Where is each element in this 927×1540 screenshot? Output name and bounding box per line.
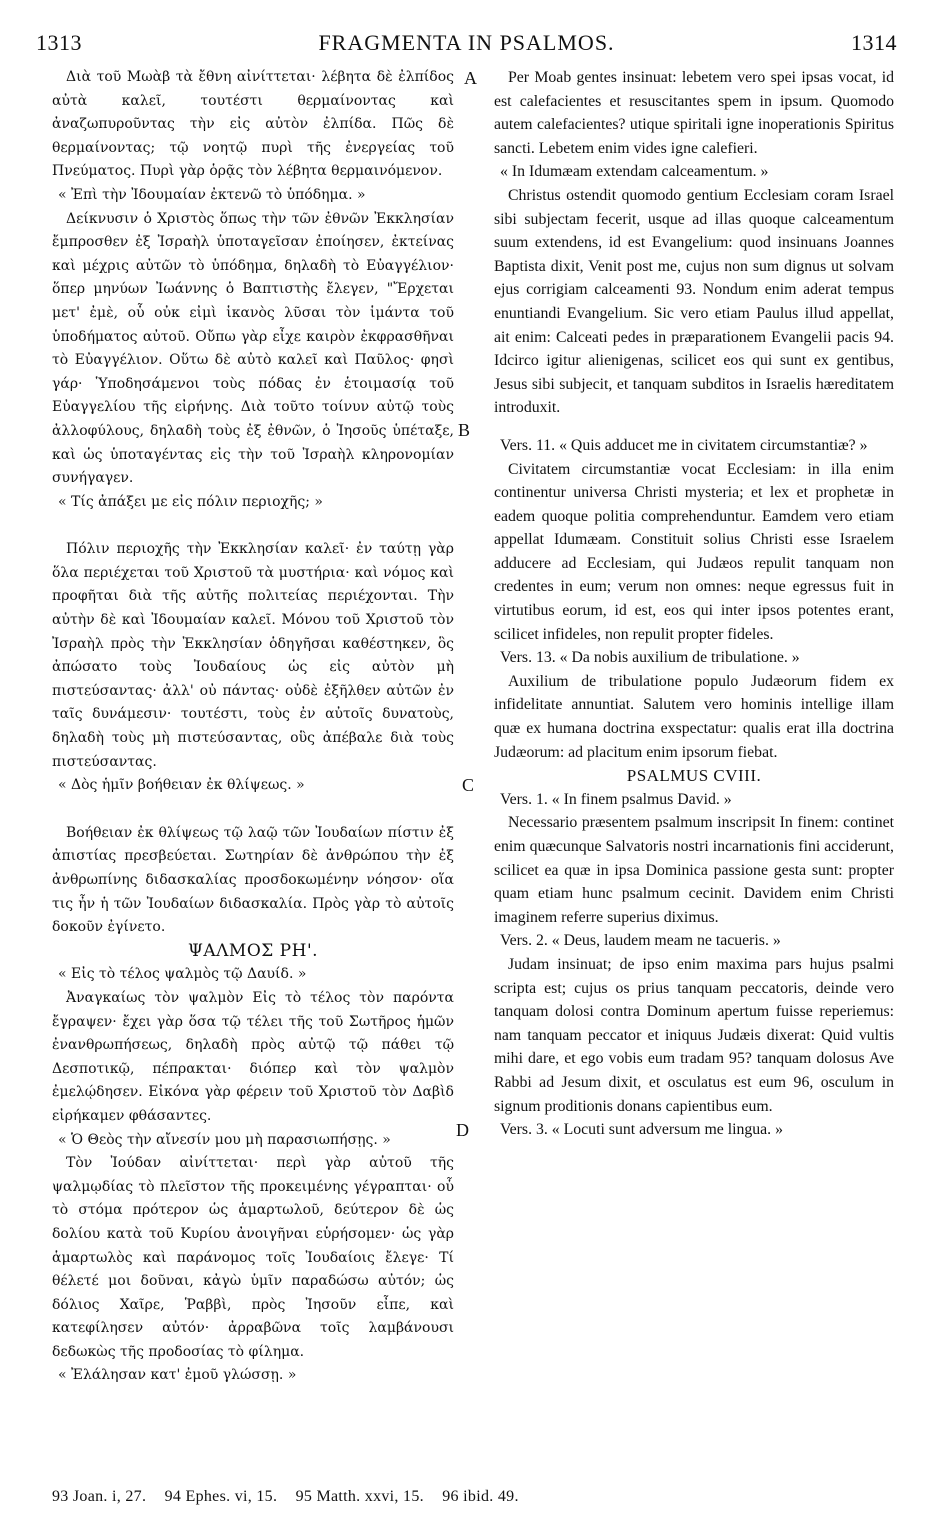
margin-marker-b: B (458, 420, 471, 440)
latin-verse: Vers. 3. « Locuti sunt adversum me lingua. » (500, 1121, 783, 1139)
latin-verse: Vers. 13. « Da nobis auxilium de tribulatione. » (500, 649, 800, 667)
greek-verse: « Δὸς ἡμῖν βοήθειαν ἐκ θλίψεως. » (58, 777, 305, 794)
greek-verse: « Ὁ Θεὸς τὴν αἴνεσίν μου μὴ παρασιωπήσῃς. » (58, 1131, 391, 1148)
latin-paragraph: Auxilium de tribulatione populo Judæorum fidem ex infidelitate annuntiat. Salutem vero hominis intellige illam quæ ex humana doctrina exspectatur: qualis erat illa doctrina Judæorum: ad placitum enim ipsorum fiebat. (494, 672, 894, 761)
page-number-right: 1314 (851, 30, 897, 55)
latin-verse: Vers. 1. « In finem psalmus David. » (500, 790, 732, 808)
margin-marker-a: A (464, 68, 477, 88)
greek-paragraph: Δείκνυσιν ὁ Χριστὸς ὅπως τὴν τῶν ἐθνῶν Ἐκκλησίαν ἔμπροσθεν ἐξ Ἰσραὴλ ὑποταγεῖσαν ἐποίησεν, ἐκτείνας καὶ μέχρις αὐτῶν τὸ ὑπόδημα, δηλαδὴ τὸ Εὐαγγέλιον· ὅπερ μηνύων Ἰωάννης ὁ Βαπτιστὴς ἔλεγεν, "Ἔρχεται μετ' ἐμὲ, οὗ οὐκ εἰμὶ ἱκανὸς λῦσαι τὸν ἱμάντα τοῦ ὑποδήματος αὐτοῦ. Οὔπω γὰρ εἶχε καιρὸν ἐκφρασθῆναι τὸ Εὐαγγέλιον. Οὕτω δὲ αὐτὸ καλεῖ καὶ Παῦλος· φησὶ γάρ· Ὑποδησάμενοι τοὺς πόδας ἐν ἑτοιμασίᾳ τοῦ Εὐαγγελίου τῆς εἰρήνης. Διὰ τοῦτο τοίνυν αὐτῷ τοὺς ἀλλοφύλους, δηλαδὴ τοὺς ἐξ ἐθνῶν, ὁ Ἰησοῦς ὑπέταξε, καὶ ὡς ὑποταγέντας εἰς τὴν τοῦ Ἰσραὴλ κληρονομίαν συνήγαγεν. (52, 210, 454, 487)
latin-paragraph: Civitatem circumstantiæ vocat Ecclesiam: in illa enim continentur universa Christi mysteria; et lex et prophetæ in eadem quoque politia comprehenduntur. Eamdem vero etiam appellat Idumæam. Constituit solius Christi esse Israelem adducere ad Ecclesiam, qui Judæos repulit tanquam non credentes in eum; verum non omnes: neque egressus fuit in virtutibus eorum, id est, eos qui inter ipsos potentes erant, scilicet infideles, non repulit propter fideles. (494, 460, 894, 643)
page-header (36, 30, 897, 58)
footnote: 93 Joan. i, 27. (52, 1488, 147, 1505)
greek-verse: « Ἐλάλησαν κατ' ἐμοῦ γλώσσῃ. » (58, 1367, 297, 1384)
latin-paragraph: Necessario præsentem psalmum inscripsit In finem: continet enim quæcunque Salvatoris nostri incarnationis fini acciderunt, scilicet ea quæ in ipsa Dominica passione gesta sunt: propter quam etiam hunc psalmum cecinit. Davidem enim Christi imaginem referre superius diximus. (494, 814, 894, 926)
margin-marker-d: D (456, 1120, 469, 1140)
greek-paragraph: Βοήθειαν ἐκ θλίψεως τῷ λαῷ τῶν Ἰουδαίων πίστιν ἐξ ἀπιστίας πρεσβεύεται. Σωτηρίαν δὲ ἀνθρώπου τὴν ἐξ ἀνθρωπίνης διδασκαλίας προσδοκωμένην νόησον· οἵα τις ἦν ἡ τῶν Ἰουδαίων διδασκαλία. Πρὸς γὰρ τὸ αὐτοῖς δοκοῦν ἐγίνετο. (52, 824, 454, 936)
page-number-left: 1313 (36, 30, 82, 55)
greek-verse: « Ἐπὶ τὴν Ἰδουμαίαν ἐκτενῶ τὸ ὑπόδημα. » (58, 186, 366, 203)
greek-verse: « Εἰς τὸ τέλος ψαλμὸς τῷ Δαυίδ. » (58, 966, 307, 983)
greek-verse: « Τίς ἀπάξει με εἰς πόλιν περιοχῆς; » (58, 493, 323, 510)
greek-column (52, 66, 454, 1388)
margin-marker-c: C (462, 775, 475, 795)
greek-paragraph: Πόλιν περιοχῆς τὴν Ἐκκλησίαν καλεῖ· ἐν ταύτῃ γὰρ ὅλα περιέχεται τοῦ Χριστοῦ τὰ μυστήρια· καὶ νόμος καὶ προφῆται διὰ τῆς αὐτῆς πολιτείας περιέχονται. Τὴν αὐτὴν δὲ καὶ Ἰδουμαίαν καλεῖ. Μόνου τοῦ Χριστοῦ τὸν Ἰσραὴλ πρὸς τὴν Ἐκκλησίαν ὁδηγῆσαι καθέστηκεν, ὃς ἀπώσατο τοὺς Ἰουδαίους ὡς εἰς αὐτὸν μὴ πιστεύσαντας· ἀλλ' οὐ πάντας· οὐδὲ ἐξῆλθεν αὐτῶν ἐν ταῖς δυνάμεσιν· τουτέστι, τοὺς ἐν αὐτοῖς δυνατοὺς, δηλαδὴ τοὺς μὴ πιστεύσαντας, οὓς ἀπέβαλε διὰ τοὺς πιστεύσαντας. (52, 541, 454, 770)
greek-psalm-heading: ΨΑΛΜΟΣ ΡΗ'. (187, 940, 319, 961)
latin-psalm-heading: PSALMUS CVIII. (626, 766, 762, 786)
latin-verse: Vers. 2. « Deus, laudem meam ne tacueris. » (500, 932, 781, 950)
greek-paragraph: Ἀναγκαίως τὸν ψαλμὸν Εἰς τὸ τέλος τὸν παρόντα ἔγραψεν· ἔχει γὰρ ὅσα τῷ τέλει τῆς τοῦ Σωτῆρος ἡμῶν ἐνανθρωπήσεως, δηλαδὴ πρὸς αὐτῷ τῷ πάθει τῷ Δεσποτικῷ, πέπρακται· διόπερ καὶ τὸν ψαλμὸν ἐμελῴδησεν. Εἰκόνα γὰρ φέρειν τοῦ Χριστοῦ τὸν Δαβὶδ εἰρήκαμεν φθάσαντες. (52, 989, 454, 1124)
latin-paragraph: Judam insinuat; de ipso enim maxima pars hujus psalmi scripta est; cujus os prius tanquam peccatoris, deinde vero tanquam dolosi contra Dominum apertum fuisse reperiemus: nam tanquam peccator et iniquus Judæis dixerat: Quid vultis mihi dare, et ego vobis eum tradam 95? tanquam dolosus Ave Rabbi ad Jesum dixit, et osculatus est eum 96, osculum in signum proditionis donans capientibus eum. (494, 955, 894, 1115)
footnote: 96 ibid. 49. (442, 1488, 519, 1505)
running-title: FRAGMENTA IN PSALMOS. (318, 30, 615, 55)
latin-paragraph: Christus ostendit quomodo gentium Ecclesiam coram Israel sibi subjectam fecerit, usque ad illas quoque calceamentum suum extendens, id est Evangelium: quod insinuans Joannes Baptista dixit, Venit post me, cujus non sum dignus ut solvam ejus corrigiam calceamenti 93. Nondum enim aderat tempus enuntiandi Evangelium. Sic vero etiam Paulus illud appellat, ait enim: Calceati pedes in præparationem Evangelii pacis 94. Idcirco igitur alienigenas, scilicet eos qui sunt ex gentibus, Jesus sibi subjecit, et tanquam subditos in Israelis hæreditatem introduxit. (494, 186, 894, 417)
greek-paragraph: Τὸν Ἰούδαν αἰνίττεται· περὶ γὰρ αὐτοῦ τῆς ψαλμῳδίας τὸ πλεῖστον τῆς προκειμένης γέγραπται· οὗ τὸ στόμα πρότερον ὡς ἁμαρτωλοῦ, δεύτερον δὲ ὡς δολίου κατὰ τοῦ Κυρίου ἀνοιγῆναι εὑρήσομεν· ὡς γὰρ ἁμαρτωλὸς καὶ παράνομος τοῖς Ἰουδαίοις ἔλεγε· Τί θέλετέ μοι δοῦναι, κἀγὼ ὑμῖν παραδώσω αὐτόν; ὡς δόλιος Χαῖρε, Ῥαββὶ, πρὸς Ἰησοῦν εἶπε, καὶ κατεφίλησεν αὐτόν· ἀρραβῶνα τοῖς λαμβάνουσι δεδωκὼς τῆς προδοσίας τὸ φίλημα. (52, 1155, 454, 1360)
footnote: 95 Matth. xxvi, 15. (295, 1488, 424, 1505)
latin-verse: Vers. 11. « Quis adducet me in civitatem circumstantiæ? » (500, 436, 868, 454)
latin-column (494, 66, 894, 1142)
latin-verse: « In Idumæam extendam calceamentum. » (500, 163, 769, 181)
latin-paragraph: Per Moab gentes insinuat: lebetem vero spei ipsas vocat, id est calefacientes et resuscitantes spem in ipsum. Quomodo autem calefacientes? utique spiritali igne inoperationis Spiritus sancti. Lebetem enim vides igne calefieri. (494, 69, 894, 157)
footnote: 94 Ephes. vi, 15. (164, 1488, 278, 1505)
footnotes (52, 1488, 533, 1506)
greek-paragraph: Διὰ τοῦ Μωὰβ τὰ ἔθνη αἰνίττεται· λέβητα δὲ ἐλπίδος αὐτὰ καλεῖ, τουτέστι θερμαίνοντας καὶ ἀναζωπυροῦντας τὴν εἰς αὐτὸν ἐλπίδα. Πῶς δὲ θερμαίνοντας; τῷ νοητῷ πυρὶ τῆς ἐνεργείας τοῦ Πνεύματος. Πυρὶ γὰρ ὁρᾷς τὸν λέβητα θερμαινόμενον. (52, 69, 454, 180)
